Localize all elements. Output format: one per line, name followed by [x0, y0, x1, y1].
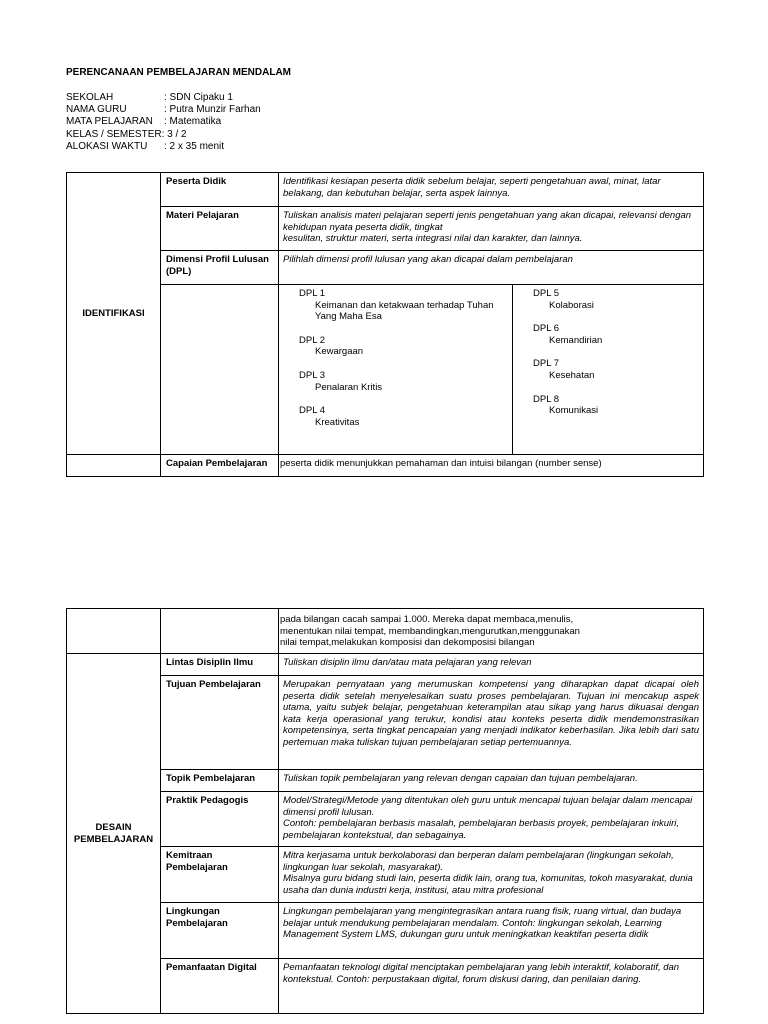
identifikasi-table [66, 172, 704, 477]
label-dpl: Dimensi Profil Lulusan (DPL) [161, 251, 279, 285]
dpl-item [299, 335, 508, 358]
materi-line: kesulitan, struktur materi, serta integrasi nilai dan karakter, dan lainnya. [283, 233, 583, 245]
label-materi-pelajaran: Materi Pelajaran [161, 207, 279, 251]
label-lintas-disiplin: Lintas Disiplin Ilmu [161, 654, 279, 676]
info-key: ALOKASI WAKTU [66, 140, 148, 152]
text-peserta-didik: Identifikasi kesiapan peserta didik sebelum belajar, seperti pengetahuan awal, minat, latar belakang, dan kebutuhan belajar, serta aspek lainnya. [279, 173, 704, 207]
info-row-sekolah [66, 92, 261, 104]
praktik-line: Model/Strategi/Metode yang ditentukan oleh guru untuk mencapai tujuan belajar dalam mencapai dimensi profil lulusan. [283, 795, 693, 818]
text-capaian-continued [279, 609, 704, 654]
dpl-list-right [513, 285, 704, 455]
dpl-code: DPL 5 [533, 288, 560, 299]
kemitraan-line: Mitra kerjasama untuk berkolaborasi dan berperan dalam pembelajaran (lingkungan sekolah, lingkungan luar sekolah, masyarakat). [283, 850, 674, 873]
info-value: : Matematika [164, 116, 222, 128]
text-lintas-disiplin: Tuliskan disiplin ilmu dan/atau mata pelajaran yang relevan [279, 654, 704, 676]
label-tujuan: Tujuan Pembelajaran [161, 676, 279, 770]
dpl-item [299, 370, 508, 393]
dpl-item [299, 405, 508, 428]
dpl-desc: Penalaran Kritis [315, 381, 383, 393]
carry-line: nilai tempat,melakukan komposisi dan dekomposisi bilangan [280, 637, 535, 649]
info-key: MATA PELAJARAN [66, 116, 153, 128]
dpl-desc: Komunikasi [549, 405, 599, 417]
materi-line: Tuliskan analisis materi pelajaran seperti jenis pengetahuan yang akan dicapai, relevansi dengan kehidupan nyata peserta didik, tingkat [283, 210, 692, 233]
info-value: : Putra Munzir Farhan [164, 104, 261, 116]
text-lingkungan: Lingkungan pembelajaran yang mengintegrasikan antara ruang fisik, ruang virtual, dan budaya belajar untuk mendukung pembelajaran mendalam. Contoh: lingkungan sekolah, Learning Management System LMS, dukungan guru untuk meningkatkan keaktifan peserta didik [279, 903, 704, 959]
label-peserta-didik: Peserta Didik [161, 173, 279, 207]
info-key: NAMA GURU [66, 104, 127, 116]
section-desain-pembelajaran [67, 654, 161, 1014]
text-materi-pelajaran [279, 207, 704, 251]
identity-block [66, 92, 261, 153]
info-value: : SDN Cipaku 1 [164, 92, 233, 103]
info-key: KELAS / SEMESTER [66, 128, 162, 140]
text-tujuan: Merupakan pernyataan yang merumuskan kompetensi yang diharapkan dapat dicapai oleh peserta didik setelah menyelesaikan suatu proses pembelajaran. Tujuan ini mencakup aspek utama, yaitu subjek belajar, pengetahuan keterampilan atau sikap yang harus dikuasai dengan kata kerja operasional yang terukur, kondisi atau konteks peserta didik mendemonstrasikan kompetensinya, serta tingkat pencapaian yang menjadi indikator keberhasilan. Jika lebih dari satu pertemuan maka tuliskan tujuan pembelajaran setiap pertemuannya. [279, 676, 704, 770]
label-praktik: Praktik Pedagogis [161, 792, 279, 847]
dpl-desc: Kolaborasi [549, 299, 594, 311]
dpl-desc: Kemandirian [549, 334, 603, 346]
label-topik: Topik Pembelajaran [161, 770, 279, 792]
info-row-alokasi-waktu [66, 141, 261, 153]
dpl-code: DPL 8 [533, 393, 560, 405]
text-kemitraan [279, 847, 704, 903]
dpl-item [299, 288, 508, 323]
info-key: SEKOLAH [66, 92, 114, 103]
kemitraan-line: Misalnya guru bidang studi lain, peserta didik lain, orang tua, komunitas, tokoh masyarakat, dunia usaha dan dunia industri kerja, institusi, atau mitra profesional [283, 873, 693, 896]
dpl-desc: Kewargaan [315, 346, 364, 358]
section-identifikasi: IDENTIFIKASI [67, 173, 161, 455]
dpl-code: DPL 2 [299, 334, 326, 346]
dpl-code: DPL 3 [299, 369, 326, 381]
label-digital: Pemanfaatan Digital [161, 959, 279, 1014]
dpl-item [533, 288, 699, 311]
dpl-list-left [279, 285, 513, 455]
label-kemitraan: Kemitraan Pembelajaran [161, 847, 279, 903]
dpl-desc: Kesehatan [549, 369, 595, 381]
carry-label-empty [161, 609, 279, 654]
document-title: PERENCANAAN PEMBELAJARAN MENDALAM [66, 67, 292, 78]
info-row-nama-guru [66, 104, 261, 116]
carry-line: menentukan nilai tempat, membandingkan,mengurutkan,menggunakan [280, 625, 580, 637]
label-lingkungan: Lingkungan Pembelajaran [161, 903, 279, 959]
info-row-kelas-semester [66, 129, 261, 141]
dpl-code: DPL 1 [299, 288, 326, 299]
section-line: PEMBELAJARAN [73, 833, 154, 845]
dpl-code: DPL 4 [299, 405, 326, 417]
desain-table [66, 608, 704, 1014]
info-row-mata-pelajaran [66, 116, 261, 128]
text-dpl: Pilihlah dimensi profil lulusan yang akan dicapai dalam pembelajaran [279, 251, 704, 285]
text-praktik [279, 792, 704, 847]
dpl-desc: Keimanan dan ketakwaan terhadap Tuhan Yang Maha Esa [315, 299, 494, 323]
carry-line: pada bilangan cacah sampai 1.000. Mereka dapat membaca,menulis, [280, 614, 574, 625]
label-capaian: Capaian Pembelajaran [161, 455, 279, 477]
desain-top-empty [67, 609, 161, 654]
capaian-empty-cell [67, 455, 161, 477]
praktik-line: Contoh: pembelajaran berbasis masalah, pembelajaran berbasis proyek, pembelajaran inkuiri, pembelajaran kontekstual, dan sebagainya. [283, 818, 680, 841]
dpl-item [533, 323, 699, 346]
dpl-empty-cell [161, 285, 279, 455]
info-value: : 2 x 35 menit [164, 140, 225, 152]
info-value: : 3 / 2 [161, 128, 187, 140]
dpl-desc: Kreativitas [315, 416, 360, 428]
section-line: DESAIN [95, 821, 132, 833]
dpl-code: DPL 7 [533, 358, 560, 370]
text-digital: Pemanfaatan teknologi digital menciptakan pembelajaran yang lebih interaktif, kolaboratif, dan kontekstual. Contoh: perpustakaan digital, forum diskusi daring, dan penilaian daring. [279, 959, 704, 1014]
dpl-code: DPL 6 [533, 323, 560, 335]
dpl-item [533, 358, 699, 381]
dpl-item [533, 394, 699, 417]
text-topik: Tuliskan topik pembelajaran yang relevan dengan capaian dan tujuan pembelajaran. [279, 770, 704, 792]
text-capaian: peserta didik menunjukkan pemahaman dan intuisi bilangan (number sense) [279, 455, 704, 477]
